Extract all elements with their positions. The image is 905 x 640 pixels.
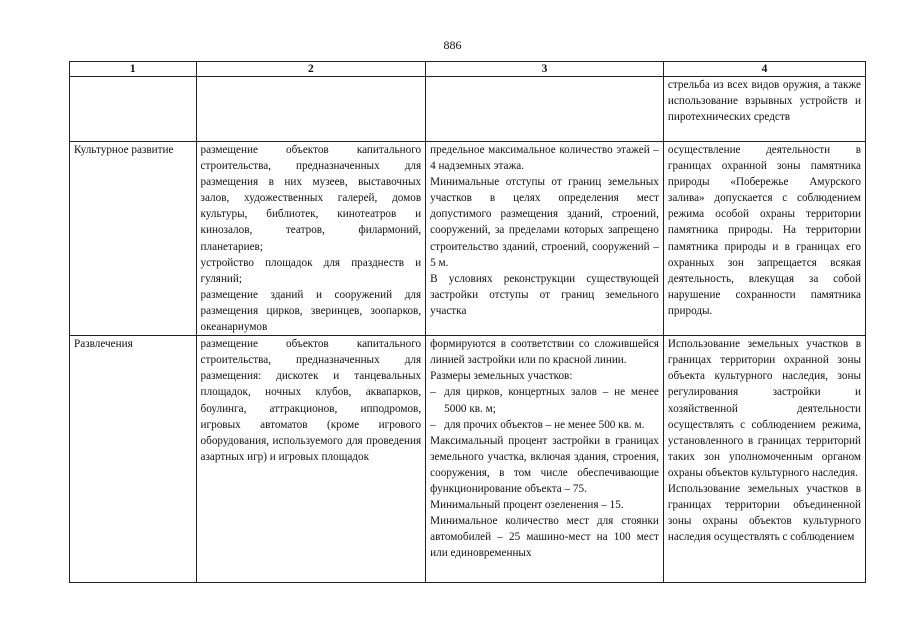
row-1-col2-para-1: размещение объектов капитального строительства, предназначенных для размещения в них музеев, выставочных залов, художественных галерей, домов культуры, библиотек, кинотеатров и кинозалов, театров, филармоний, планетариев; (200, 144, 422, 253)
row-1-col4-cell (663, 142, 865, 336)
row-2-col4-cell (663, 336, 865, 583)
list-item: – для цирков, концертных залов – не менее 5000 кв. м; (430, 384, 659, 416)
row-0-col1-cell (70, 77, 197, 142)
table-row (70, 142, 866, 336)
row-1-col2-cell (196, 142, 426, 336)
row-0-col3-cell (426, 77, 664, 142)
row-0-col4-cell (663, 77, 865, 142)
table-header-row (70, 62, 866, 77)
row-1-col3-cell (426, 142, 664, 336)
row-2-col3-cell (426, 336, 664, 583)
row-1-col3-para-3: В условиях реконструкции существующей застройки отступы от границ земельного участка (430, 272, 659, 317)
row-1-col1-cell: Культурное развитие (70, 142, 197, 336)
row-1-col2-para-2: устройство площадок для празднеств и гуляний; (200, 256, 422, 285)
column-header-2: 2 (196, 62, 426, 77)
row-2-col2-cell (196, 336, 426, 583)
row-2-col1-cell: Развлечения (70, 336, 197, 583)
column-header-4: 4 (663, 62, 865, 77)
land-size-list (430, 384, 659, 432)
table-row (70, 336, 866, 583)
column-header-1: 1 (70, 62, 197, 77)
column-header-3: 3 (426, 62, 664, 77)
row-2-col4-para-2: Использование земельных участков в границах территории объединенной зоны охраны объектов культурного наследия осуществлять с соблюдением (667, 482, 861, 544)
row-1-col4-para-1: осуществление деятельности в границах охранной зоны памятника природы «Побережье Амурского залива» допускается с соблюдением режима особой охраны территории памятника природы. На территории памятника природы и в границах его охранных зон запрещается всякая деятельность, влекущая за собой нарушение сохранности памятника природы. (667, 144, 861, 317)
row-1-col2-para-3: размещение зданий и сооружений для размещения цирков, зверинцев, зоопарков, океанариумов (200, 288, 422, 334)
row-2-col3-para-5: Минимальное количество мест для стоянки автомобилей – 25 машино-мест на 100 мест или единовременных (430, 515, 659, 560)
table-row (70, 77, 866, 142)
row-1-col3-para-2: Минимальные отступы от границ земельных участков в целях определения мест допустимого размещения зданий, строений, сооружений, за пределами которых запрещено строительство зданий, строений, сооружений – 5 м. (430, 176, 659, 269)
row-0-col4-text: стрельба из всех видов оружия, а также использование взрывных устройств и пиротехнических средств (667, 79, 861, 124)
row-2-col4-para-1: Использование земельных участков в границах территории охранной зоны объекта культурного наследия, зоны регулирования застройки и хозяйственной деятельности осуществлять с соблюдением режима, установленного в границах территорий таких зон уполномоченным органом охраны объектов культурного наследия. (667, 338, 861, 479)
document-table (69, 61, 866, 583)
row-2-col2-para-1: размещение объектов капитального строительства, предназначенных для размещения: дискотек и танцевальных площадок, ночных клубов, аквапарков, боулинга, аттракционов, ипподромов, игровых автоматов (кроме игрового оборудования, используемого для проведения азартных игр) и игровых площадок (200, 338, 422, 463)
row-2-col3-para-1: формируются в соответствии со сложившейся линией застройки или по красной линии. (430, 338, 659, 367)
row-2-col3-para-4: Минимальный процент озеленения – 15. (430, 499, 624, 512)
list-item: – для прочих объектов – не менее 500 кв. м. (430, 417, 659, 433)
row-2-col3-para-2: Размеры земельных участков: (430, 370, 573, 383)
page-number: 886 (443, 38, 462, 52)
row-0-col2-cell (196, 77, 426, 142)
row-1-col3-para-1: предельное максимальное количество этажей – 4 надземных этажа. (430, 144, 659, 173)
row-2-col3-para-3: Максимальный процент застройки в границах земельного участка, включая здания, строения, сооружения, в том числе обеспечивающие функционирование объекта – 75. (430, 434, 659, 495)
